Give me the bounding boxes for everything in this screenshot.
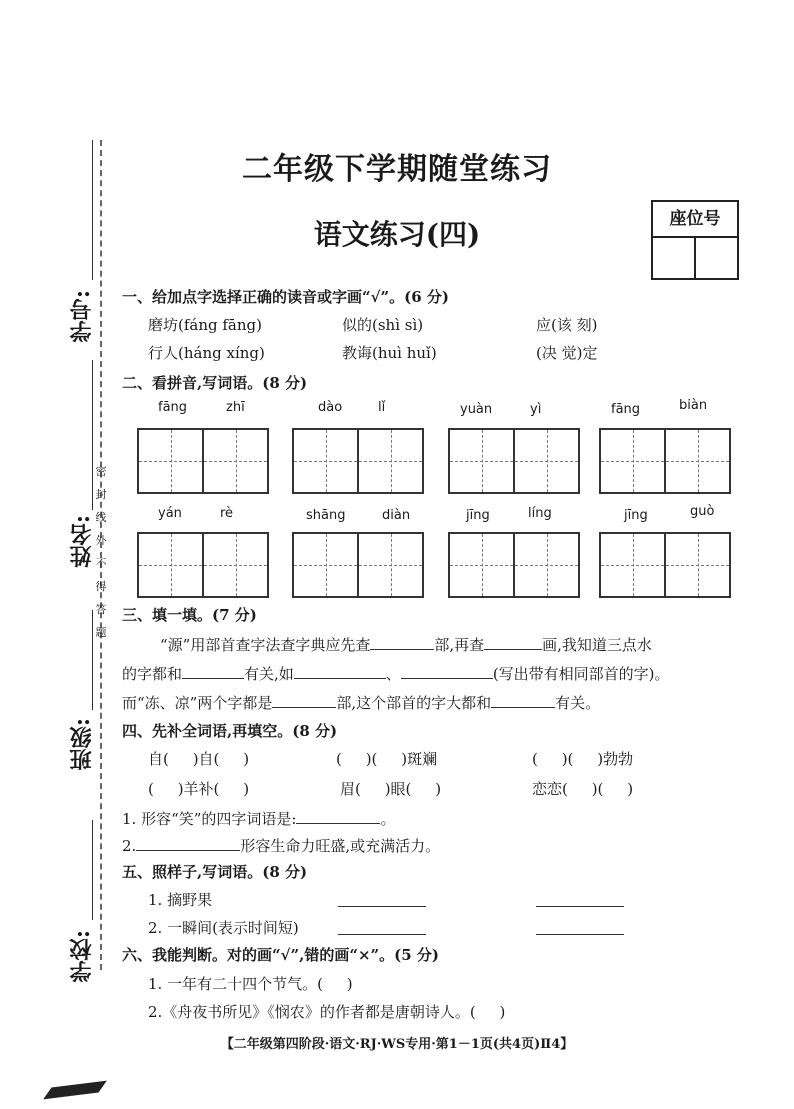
section1-heading: 一、给加点字选择正确的读音或字画“√”。(6 分)	[122, 288, 449, 306]
pinyin-label: biàn	[679, 398, 708, 413]
answer-blank[interactable]	[370, 649, 434, 650]
pinyin-label: jīng	[624, 508, 648, 523]
answer-blank[interactable]	[338, 934, 426, 935]
idiom-item[interactable]: 恋恋( )( )	[532, 780, 634, 798]
name-label: 姓名:	[69, 515, 95, 568]
idiom-item[interactable]: ( )羊补( )	[148, 780, 250, 798]
seal-notice: 密 封 线 外 不 得 答 题	[95, 465, 107, 639]
pinyin-label: yán	[158, 506, 182, 521]
choice-item[interactable]: 似的(shì sì)	[342, 316, 424, 334]
writing-grid[interactable]	[137, 532, 269, 598]
choice-item[interactable]: 磨坊(fáng fāng)	[148, 316, 262, 334]
pinyin-label: jīng	[466, 508, 490, 523]
answer-blank[interactable]	[536, 934, 624, 935]
school-label: 学校:	[69, 930, 95, 983]
class-line[interactable]	[92, 610, 93, 710]
writing-grid[interactable]	[599, 428, 731, 494]
pinyin-label: shāng	[306, 508, 346, 523]
section6-heading: 六、我能判断。对的画“√”,错的画“×”。(5 分)	[122, 946, 440, 964]
pinyin-label: yì	[530, 402, 542, 417]
pinyin-label: zhī	[226, 400, 245, 415]
choice-item[interactable]: (决 觉)定	[536, 344, 598, 362]
student-id-label: 学号:	[69, 290, 95, 343]
idiom-question-1: 1. 形容“笑”的四字词语是: 。	[122, 810, 396, 828]
section2-heading: 二、看拼音,写词语。(8 分)	[122, 374, 308, 392]
pinyin-label: rè	[220, 506, 234, 521]
idiom-item[interactable]: ( )( )勃勃	[532, 750, 634, 768]
scan-mark	[43, 1081, 107, 1100]
pinyin-label: diàn	[382, 508, 411, 523]
judge-item[interactable]: 1. 一年有二十四个节气。( )	[148, 975, 353, 993]
answer-blank[interactable]	[296, 823, 380, 824]
seat-number-box	[651, 200, 739, 280]
answer-blank[interactable]	[484, 649, 542, 650]
pinyin-label: dào	[318, 400, 343, 415]
seat-number-cell[interactable]	[653, 238, 696, 278]
writing-grid[interactable]	[137, 428, 269, 494]
idiom-item[interactable]: ( )( )斑斓	[336, 750, 438, 768]
idiom-question-2: 2. 形容生命力旺盛,或充满活力。	[122, 837, 441, 855]
student-id-line[interactable]	[92, 140, 93, 280]
answer-blank[interactable]	[272, 707, 336, 708]
section3-heading: 三、填一填。(7 分)	[122, 606, 257, 624]
pinyin-label: fāng	[611, 402, 641, 417]
fill-line-1: “源”用部首查字法查字典应先查 部,再查 画,我知道三点水	[160, 636, 652, 654]
class-label: 班级:	[69, 718, 95, 771]
name-line[interactable]	[92, 360, 93, 510]
seat-number-cell[interactable]	[696, 238, 737, 278]
answer-blank[interactable]	[294, 678, 386, 679]
pinyin-label: yuàn	[460, 402, 493, 417]
pinyin-label: líng	[528, 506, 552, 521]
pinyin-label: lǐ	[378, 400, 386, 415]
answer-blank[interactable]	[401, 678, 493, 679]
answer-blank[interactable]	[182, 678, 244, 679]
writing-grid[interactable]	[292, 532, 424, 598]
pinyin-label: fāng	[158, 400, 188, 415]
pinyin-label: guò	[690, 504, 715, 519]
fill-line-3: 而“冻、凉”两个字都是 部,这个部首的字大都和 有关。	[122, 694, 601, 712]
idiom-item[interactable]: 自( )自( )	[148, 750, 250, 768]
writing-grid[interactable]	[292, 428, 424, 494]
idiom-item[interactable]: 眉( )眼( )	[340, 780, 442, 798]
seat-number-label: 座位号	[653, 202, 737, 238]
writing-grid[interactable]	[599, 532, 731, 598]
fill-line-2: 的字都和 有关,如 、 (写出带有相同部首的字)。	[122, 665, 670, 683]
page-subtitle: 语文练习(四)	[313, 218, 481, 251]
section4-heading: 四、先补全词语,再填空。(8 分)	[122, 722, 338, 740]
answer-blank[interactable]	[536, 906, 624, 907]
example-item: 1. 摘野果	[148, 891, 213, 909]
choice-item[interactable]: 行人(háng xíng)	[148, 344, 265, 362]
answer-blank[interactable]	[491, 707, 555, 708]
writing-grid[interactable]	[448, 428, 580, 494]
example-item: 2. 一瞬间(表示时间短)	[148, 919, 299, 937]
section5-heading: 五、照样子,写词语。(8 分)	[122, 863, 308, 881]
writing-grid[interactable]	[448, 532, 580, 598]
judge-item[interactable]: 2.《舟夜书所见》《悯农》的作者都是唐朝诗人。( )	[148, 1003, 506, 1021]
school-line[interactable]	[92, 820, 93, 920]
choice-item[interactable]: 教诲(huì huǐ)	[342, 344, 437, 362]
page-footer: 【二年级第四阶段·语文·RJ·WS专用·第1－1页(共4页)Ⅱ4】	[220, 1037, 574, 1052]
page-title: 二年级下学期随堂练习	[242, 152, 552, 187]
answer-blank[interactable]	[136, 850, 240, 851]
answer-blank[interactable]	[338, 906, 426, 907]
choice-item[interactable]: 应(该 刻)	[536, 316, 598, 334]
